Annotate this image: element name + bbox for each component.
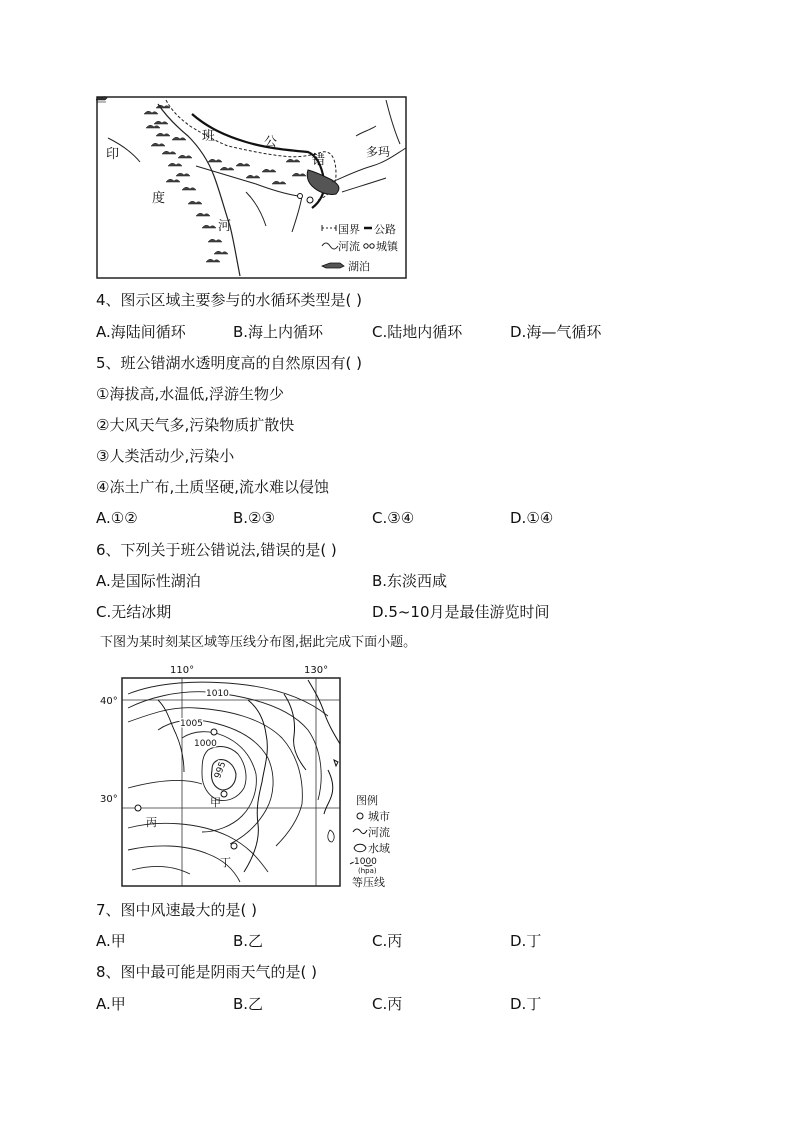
town-marker: [307, 197, 313, 203]
city-marker: [211, 729, 217, 735]
q7-option-d[interactable]: D.丁: [510, 932, 542, 950]
q7-option-a[interactable]: A.甲: [96, 932, 126, 950]
legend-river: 河流: [338, 240, 360, 253]
q4-option-d[interactable]: D.海—气循环: [510, 323, 602, 341]
legend-city: 城市: [368, 810, 390, 823]
q4-option-c[interactable]: C.陆地内循环: [372, 323, 463, 341]
q4-option-b[interactable]: B.海上内循环: [233, 323, 324, 341]
map2-legend: [350, 793, 390, 889]
isobar-label-1000: 1000: [194, 739, 217, 749]
question-8-stem: 8、图中最可能是阴雨天气的是( ): [96, 963, 318, 981]
question-4-stem: 4、图示区域主要参与的水循环类型是( ): [96, 291, 363, 309]
q6-option-b[interactable]: B.东淡西咸: [372, 572, 448, 590]
legend-water: 水域: [368, 842, 390, 855]
bangong-lake-map: [96, 96, 408, 280]
q8-option-a[interactable]: A.甲: [96, 995, 126, 1013]
label-du: 度: [152, 191, 166, 206]
legend-town: 城镇: [376, 240, 398, 253]
legend-isobar-value: 1000: [354, 857, 377, 867]
question-5-stem: 5、班公错湖水透明度高的自然原因有( ): [96, 354, 363, 372]
city-marker-bing: [135, 805, 141, 811]
q7-option-b[interactable]: B.乙: [233, 932, 264, 950]
isobar-label-995: 995: [213, 760, 229, 781]
legend-border: 国界: [338, 223, 360, 236]
q6-option-a[interactable]: A.是国际性湖泊: [96, 572, 201, 590]
place-jia: 甲: [210, 796, 221, 809]
legend-lake: 湖泊: [348, 260, 370, 273]
q5-item-4: ④冻土广布,土质坚硬,流水难以侵蚀: [96, 478, 329, 496]
legend-river-2: 河流: [368, 826, 390, 839]
label-duoma: 多玛: [366, 145, 391, 159]
label-gong: 公: [264, 135, 278, 150]
q7-option-c[interactable]: C.丙: [372, 932, 403, 950]
isobar-map: [98, 660, 398, 892]
label-yin: 印: [106, 147, 120, 162]
legend-road: 公路: [374, 223, 396, 236]
lon-label-130: 130°: [304, 665, 329, 676]
question-7-stem: 7、图中风速最大的是( ): [96, 901, 258, 919]
place-ding: 丁: [220, 856, 231, 869]
lon-label-110: 110°: [170, 665, 195, 676]
label-he: 河: [218, 219, 232, 234]
q5-item-1: ①海拔高,水温低,浮游生物少: [96, 385, 284, 403]
city-marker-jia: [221, 791, 227, 797]
legend-isobar-unit: (hpa): [358, 867, 377, 875]
label-cuo: 错: [312, 153, 326, 168]
isobar-label-1010: 1010: [206, 689, 229, 699]
q5-item-2: ②大风天气多,污染物质扩散快: [96, 416, 295, 434]
q5-option-d[interactable]: D.①④: [510, 509, 554, 527]
question-6-stem: 6、下列关于班公错说法,错误的是( ): [96, 541, 337, 559]
place-bing: 丙: [146, 816, 157, 829]
lat-label-40: 40°: [100, 696, 118, 707]
label-ban: 班: [202, 129, 216, 144]
isobar-intro-text: 下图为某时刻某区域等压线分布图,据此完成下面小题。: [100, 635, 417, 650]
city-marker-ding: [231, 843, 237, 849]
q4-option-a[interactable]: A.海陆间循环: [96, 323, 186, 341]
q6-option-c[interactable]: C.无结冰期: [96, 603, 172, 621]
legend-isobar: 等压线: [352, 876, 385, 889]
q8-option-d[interactable]: D.丁: [510, 995, 542, 1013]
isobar-label-1005: 1005: [180, 719, 203, 729]
q8-option-c[interactable]: C.丙: [372, 995, 403, 1013]
lat-label-30: 30°: [100, 794, 118, 805]
q5-option-c[interactable]: C.③④: [372, 509, 415, 527]
q5-option-a[interactable]: A.①②: [96, 509, 138, 527]
legend-title: 图例: [356, 794, 378, 807]
q6-option-d[interactable]: D.5~10月是最佳游览时间: [372, 603, 550, 621]
q5-option-b[interactable]: B.②③: [233, 509, 275, 527]
q8-option-b[interactable]: B.乙: [233, 995, 264, 1013]
q5-item-3: ③人类活动少,污染小: [96, 447, 235, 465]
